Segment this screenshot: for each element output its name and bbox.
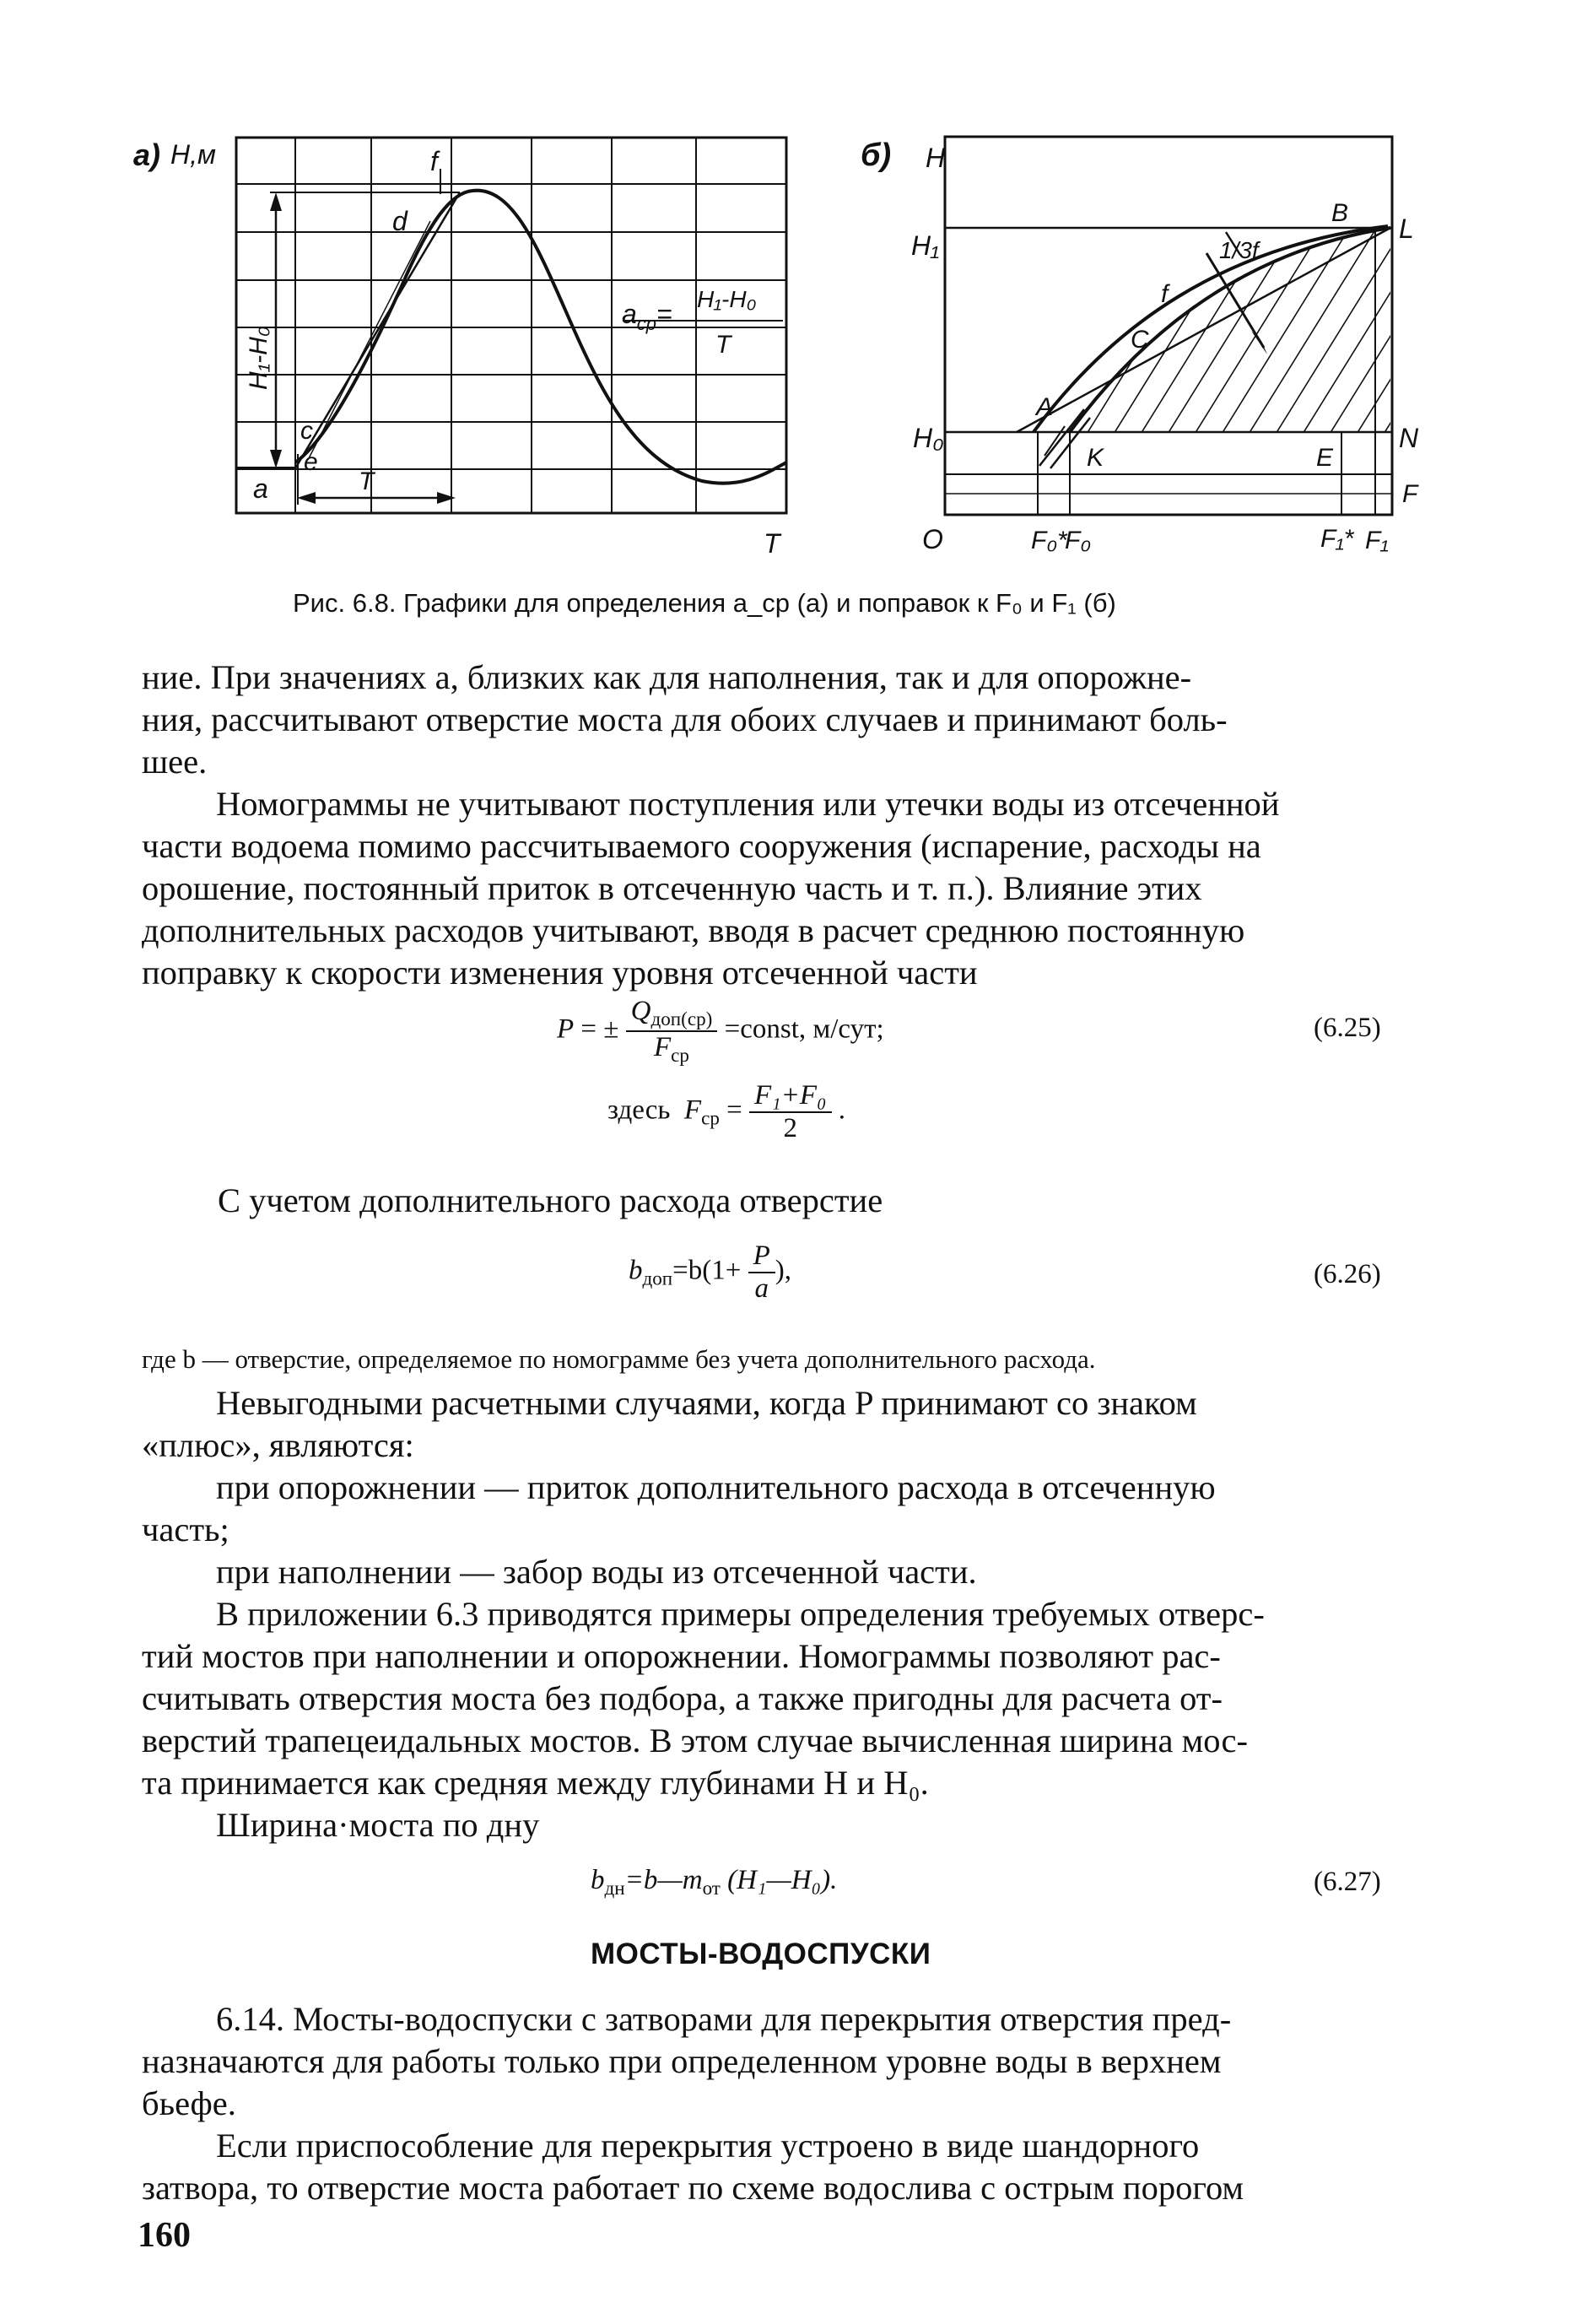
panel-a-y-axis-label: H,м	[170, 139, 216, 170]
p2-line-2: части водоема помимо рассчитываемого сооружения (испарение, расходы на	[142, 827, 1261, 865]
equation-6-25-number: (6.25)	[1314, 1013, 1381, 1043]
panel-a-c-label: c	[300, 417, 313, 445]
eq625-den: F	[654, 1031, 672, 1062]
eq625-den-sub: ср	[671, 1043, 689, 1066]
panel-a-a-label: a	[253, 473, 268, 504]
paragraph-10	[142, 2125, 1399, 2209]
section-heading: МОСТЫ-ВОДОСПУСКИ	[591, 1938, 931, 1970]
p7-line-1: В приложении 6.3 приводятся примеры определения требуемых отверс-	[216, 1595, 1265, 1633]
page-number: 160	[138, 2216, 191, 2255]
eq626-sub: доп	[642, 1267, 673, 1289]
panel-a-t-inner-label: T	[359, 468, 375, 495]
panel-a-acp-den: T	[715, 331, 731, 359]
eq627-rhs: (H₁—H₀).	[727, 1865, 838, 1895]
panel-a-acp-lhs: $a_{ср}=$	[622, 299, 672, 334]
fcp-end: .	[838, 1094, 846, 1126]
eq627-msub: от	[702, 1876, 721, 1899]
paragraph-6: при наполнении — забор воды из отсеченной части.	[216, 1553, 977, 1591]
eq627-mid: =b—m	[624, 1865, 703, 1895]
panel-a-grid	[236, 138, 786, 513]
eq626-mid: =b(1+	[672, 1255, 742, 1286]
panel-b-c-label: C	[1131, 326, 1149, 354]
p2-line-4: дополнительных расходов учитывают, вводя в расчет среднюю постоянную	[142, 911, 1245, 949]
eq625-num: Q	[630, 996, 651, 1026]
panel-b-graph	[861, 137, 1522, 554]
eq626-b: b	[629, 1255, 643, 1286]
where-note: где b — отверстие, определяемое по номограмме без учета дополнительного расхода.	[142, 1344, 1096, 1374]
panel-b-curve-upper	[1034, 226, 1388, 432]
paragraph-4	[142, 1382, 1399, 1467]
fcp-sub: ср	[701, 1106, 720, 1129]
eq626-num: P	[748, 1240, 775, 1273]
eq626-fraction	[748, 1240, 775, 1305]
paragraph-5	[142, 1467, 1399, 1551]
panel-a-e-label: e	[304, 448, 318, 476]
panel-b-f0-label: F₀	[1065, 527, 1091, 554]
paragraph-3: С учетом дополнительного расхода отверстие	[218, 1181, 883, 1219]
p5-line-2: часть;	[142, 1511, 229, 1548]
panel-a-chord	[295, 192, 460, 468]
panel-b-f0star-label: F₀*	[1031, 527, 1067, 554]
figure-caption: Рис. 6.8. Графики для определения a_ср (a) и поправок к F₀ и F₁ (б)	[293, 588, 1116, 618]
eq627-lhs: b	[591, 1865, 605, 1895]
fcp-f: F	[683, 1094, 702, 1126]
fcp-num: F₁+F₀	[749, 1080, 832, 1113]
here-word: здесь	[607, 1094, 671, 1126]
panel-b-a-label: A	[1036, 393, 1054, 421]
panel-b-h1-label: H₁	[911, 230, 940, 261]
panel-a-frame	[236, 138, 786, 513]
eq626-end: ),	[775, 1255, 792, 1286]
equation-6-25	[557, 996, 884, 1067]
panel-b-f1star-label: F₁*	[1320, 525, 1354, 553]
p7-line-4: верстий трапецеидальных мостов. В этом случае вычисленная ширина мос-	[142, 1721, 1248, 1759]
p9-line-3: бьефе.	[142, 2084, 236, 2122]
p4-line-1: Невыгодными расчетными случаями, когда P принимают со знаком	[216, 1384, 1197, 1422]
paragraph-8: Ширина·моста по дну	[216, 1806, 540, 1844]
fcp-eq: =	[726, 1094, 742, 1126]
panel-a-t-axis-label: T	[764, 528, 780, 559]
panel-b-label: б)	[861, 138, 892, 173]
paragraph-1	[142, 657, 1399, 783]
eq625-rhs: =const, м/сут;	[724, 1013, 884, 1045]
paragraph-2	[142, 783, 1399, 994]
panel-b-o-label: O	[922, 524, 943, 554]
panel-a-level-curve	[295, 191, 786, 484]
p2-line-3: орошение, постоянный приток в отсеченную часть и т. п.). Влияние этих	[142, 869, 1202, 907]
p7-line-2: тий мостов при наполнении и опорожнении. Номограммы позволяют рас-	[142, 1637, 1221, 1675]
panel-b-l-label: L	[1399, 213, 1414, 244]
equation-6-26	[629, 1240, 791, 1305]
panel-a-h-label: H₁-H₀	[245, 326, 273, 390]
panel-b-f1-label: F₁	[1365, 527, 1389, 554]
paragraph-9	[142, 1998, 1399, 2125]
panel-b-n-label: N	[1399, 423, 1419, 453]
equation-fcp	[607, 1080, 845, 1144]
p10-line-1: Если приспособление для перекрытия устроено в виде шандорного	[216, 2127, 1200, 2165]
fcp-fraction	[749, 1080, 832, 1144]
p9-line-2: назначаются для работы только при определенном уровне воды в верхнем	[142, 2042, 1222, 2080]
p7-line-5: та принимается как средняя между глубинами H и H₀.	[142, 1764, 929, 1802]
p7-line-3: считывать отверстия моста без подбора, а также пригодны для расчета от-	[142, 1679, 1223, 1717]
p9-line-1: 6.14. Мосты-водоспуски с затворами для перекрытия отверстия пред-	[216, 2000, 1232, 2038]
panel-b-e-label: E	[1316, 444, 1334, 472]
p1-line-3: шее.	[142, 743, 208, 781]
p2-line-1: Номограммы не учитывают поступления или утечки воды из отсеченной	[216, 785, 1280, 823]
panel-a-label: a)	[133, 138, 161, 172]
panel-b-f-axis-label: F	[1402, 480, 1418, 508]
panel-a-graph	[133, 138, 786, 559]
equation-6-26-number: (6.26)	[1314, 1259, 1381, 1289]
p1-line-2: ния, рассчитывают отверстие моста для обоих случаев и принимают боль-	[142, 700, 1228, 738]
fcp-den: 2	[783, 1113, 798, 1143]
eq625-num-sub: доп(ср)	[650, 1007, 713, 1030]
eq625-p: P	[557, 1013, 575, 1045]
panel-b-h0-label: H₀	[913, 423, 944, 453]
eq627-sub: дн	[604, 1876, 625, 1899]
panel-a-acp-num: H₁-H₀	[697, 286, 757, 312]
figure-6-8	[0, 0, 1587, 608]
p1-line-1: ние. При значениях a, близких как для наполнения, так и для опорожне-	[142, 658, 1192, 696]
panel-a-d-label: d	[392, 206, 408, 236]
eq625-pm: = ±	[580, 1013, 619, 1045]
p4-line-2: «плюс», являются:	[142, 1426, 414, 1464]
eq626-den: a	[754, 1273, 769, 1304]
panel-b-h-label: H	[926, 143, 946, 173]
equation-6-27	[591, 1865, 837, 1900]
eq625-fraction	[626, 996, 718, 1067]
p2-line-5: поправку к скорости изменения уровня отсеченной части	[142, 954, 978, 992]
panel-b-third-f-label: 1/3f	[1219, 237, 1259, 263]
p5-line-1: при опорожнении — приток дополнительного расхода в отсеченную	[216, 1468, 1216, 1506]
panel-b-f-label: f	[1161, 280, 1169, 308]
panel-b-k-label: K	[1087, 444, 1104, 472]
panel-a-f-label: f	[430, 146, 438, 176]
panel-b-b-label: B	[1331, 199, 1349, 227]
p10-line-2: затвора, то отверстие моста работает по схеме водослива с острым порогом	[142, 2169, 1244, 2207]
equation-6-27-number: (6.27)	[1314, 1867, 1381, 1897]
paragraph-7	[142, 1593, 1399, 1804]
